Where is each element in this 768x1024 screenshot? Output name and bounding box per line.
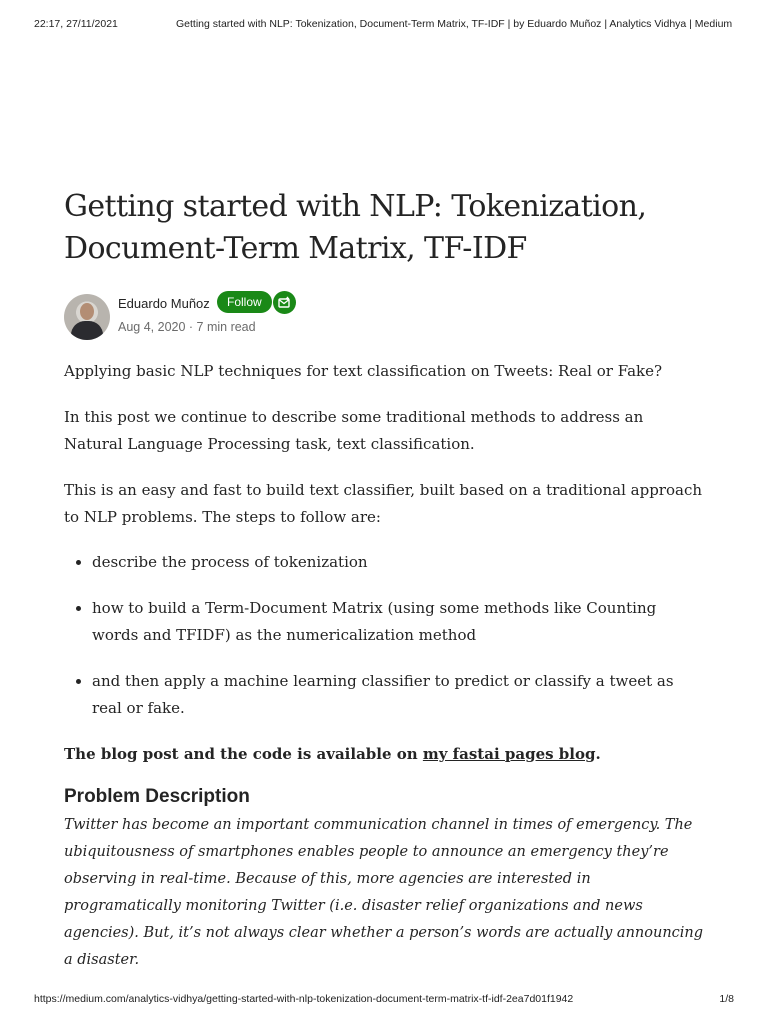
author-byline [64,290,704,344]
follow-button[interactable]: Follow [217,291,272,313]
intro-paragraph: Applying basic NLP techniques for text classification on Tweets: Real or Fake? [64,362,663,380]
steps-list [64,549,704,722]
print-page-title: Getting started with NLP: Tokenization, Document-Term Matrix, TF-IDF | by Eduardo Muñoz | Analytics Vidhya | Medium [176,18,733,30]
article [64,186,704,974]
problem-description-text: Twitter has become an important communication channel in times of emergency. The ubiquitousness of smartphones enables people to announce an emergency they’re observing in real-time. Because of this, more agencies are interested in programatically monitoring Twitter (i.e. disaster relief organizations and news agencies). But, it’s not always clear whether a person’s words are actually announcing a disaster. [64,817,704,968]
paragraph-3: This is an easy and fast to build text classifier, built based on a traditional approach to NLP problems. The steps to follow are: [64,481,703,526]
author-name-link[interactable]: Eduardo Muñoz [118,296,210,311]
print-timestamp: 22:17, 27/11/2021 [34,18,118,30]
article-title: Getting started with NLP: Tokenization, Document-Term Matrix, TF-IDF [64,189,647,266]
page-number: 1/8 [719,993,734,1005]
subscribe-button[interactable] [273,291,296,314]
blog-availability [64,741,704,768]
article-meta: Aug 4, 2020 · 7 min read [118,320,256,334]
blog-prefix: The blog post and the code is available on [64,745,423,763]
avatar-body [71,321,103,340]
list-item: • and then apply a machine learning classifier to predict or classify a tweet as real or fake. [92,668,704,722]
print-url: https://medium.com/analytics-vidhya/getting-started-with-nlp-tokenization-document-term-matrix-tf-idf-2ea7d01f1942 [34,993,574,1005]
blog-link[interactable]: my fastai pages blog [422,745,596,763]
paragraph-2: In this post we continue to describe some traditional methods to address an Natural Language Processing task, text classification. [64,408,644,453]
author-avatar[interactable] [64,294,110,340]
mail-icon [278,296,291,309]
print-header [34,18,734,32]
print-footer [34,993,734,1007]
list-item: • describe the process of tokenization [92,549,704,576]
blog-suffix: . [595,745,601,763]
avatar-head [80,303,94,320]
section-heading: Problem Description [64,786,250,807]
list-item: • how to build a Term-Document Matrix (using some methods like Counting words and TFIDF) as the numericalization method [92,595,704,649]
